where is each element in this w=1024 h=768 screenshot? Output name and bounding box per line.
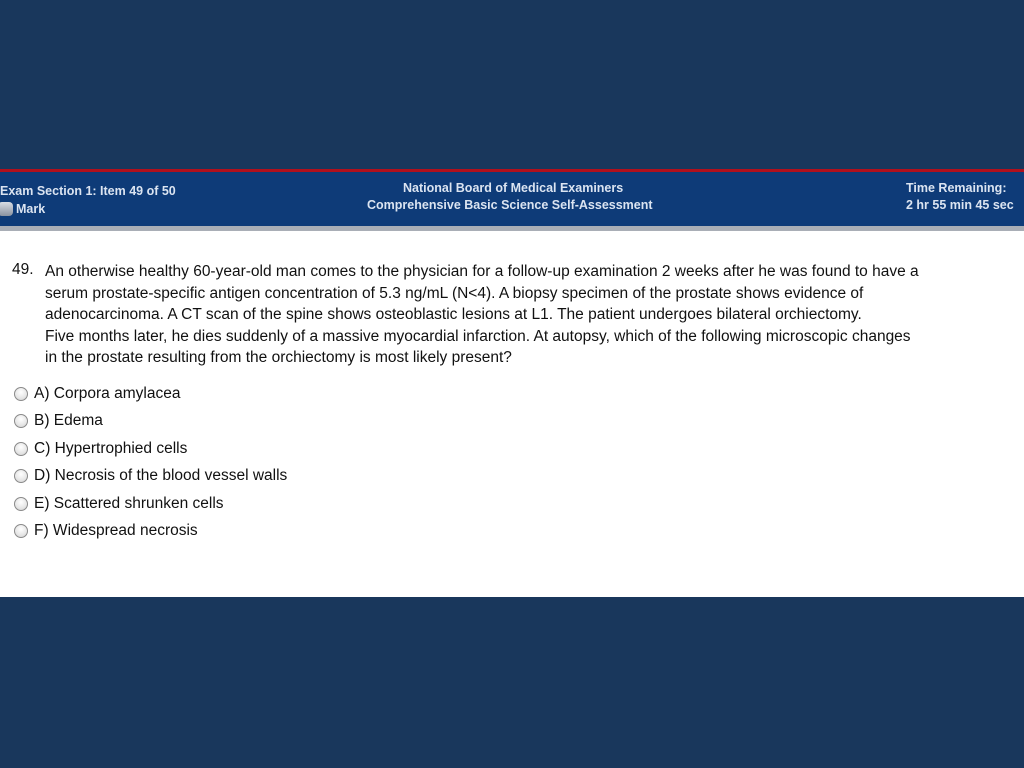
radio-button[interactable] — [14, 469, 28, 483]
question-line: in the prostate resulting from the orchiectomy is most likely present? — [45, 349, 512, 366]
answer-option-c[interactable] — [14, 435, 287, 463]
radio-button[interactable] — [14, 442, 28, 456]
answer-option-d[interactable] — [14, 463, 287, 491]
question-line: Five months later, he dies suddenly of a massive myocardial infarction. At autopsy, which of the following microscopic changes — [45, 327, 911, 345]
answer-option-a[interactable] — [14, 380, 287, 408]
answer-label[interactable]: F) Widespread necrosis — [34, 522, 198, 540]
question-stem — [45, 261, 1015, 369]
answer-label[interactable]: E) Scattered shrunken cells — [34, 494, 224, 512]
answer-label[interactable]: D) Necrosis of the blood vessel walls — [34, 467, 288, 485]
time-remaining-value: 2 hr 55 min 45 sec — [906, 198, 1014, 212]
radio-button[interactable] — [14, 414, 28, 428]
time-remaining-label: Time Remaining: — [906, 181, 1007, 195]
mark-toggle[interactable] — [0, 202, 45, 216]
answer-option-e[interactable] — [14, 490, 287, 518]
question-line: An otherwise healthy 60-year-old man comes to the physician for a follow-up examination 2 weeks after he was found to have a — [45, 263, 919, 280]
mark-checkbox[interactable] — [0, 202, 13, 216]
question-number: 49. — [12, 261, 34, 278]
answer-label[interactable]: C) Hypertrophied cells — [34, 439, 188, 457]
course-title: Comprehensive Basic Science Self-Assessment — [367, 198, 653, 212]
answer-label[interactable]: B) Edema — [34, 412, 103, 430]
radio-button[interactable] — [14, 497, 28, 511]
question-line: adenocarcinoma. A CT scan of the spine shows osteoblastic lesions at L1. The patient undergoes bilateral orchiectomy. — [45, 306, 862, 323]
answer-options — [14, 380, 287, 545]
organization-title: National Board of Medical Examiners — [403, 181, 624, 195]
mark-label: Mark — [16, 202, 46, 216]
answer-option-f[interactable] — [14, 518, 287, 546]
radio-button[interactable] — [14, 387, 28, 401]
answer-label[interactable]: A) Corpora amylacea — [34, 384, 181, 402]
radio-button[interactable] — [14, 524, 28, 538]
answer-option-b[interactable] — [14, 408, 287, 436]
exam-section-label: Exam Section 1: Item 49 of 50 — [0, 184, 176, 198]
question-panel — [0, 231, 1024, 597]
question-line: serum prostate-specific antigen concentration of 5.3 ng/mL (N<4). A biopsy specimen of the prostate shows evidence of — [45, 284, 864, 302]
